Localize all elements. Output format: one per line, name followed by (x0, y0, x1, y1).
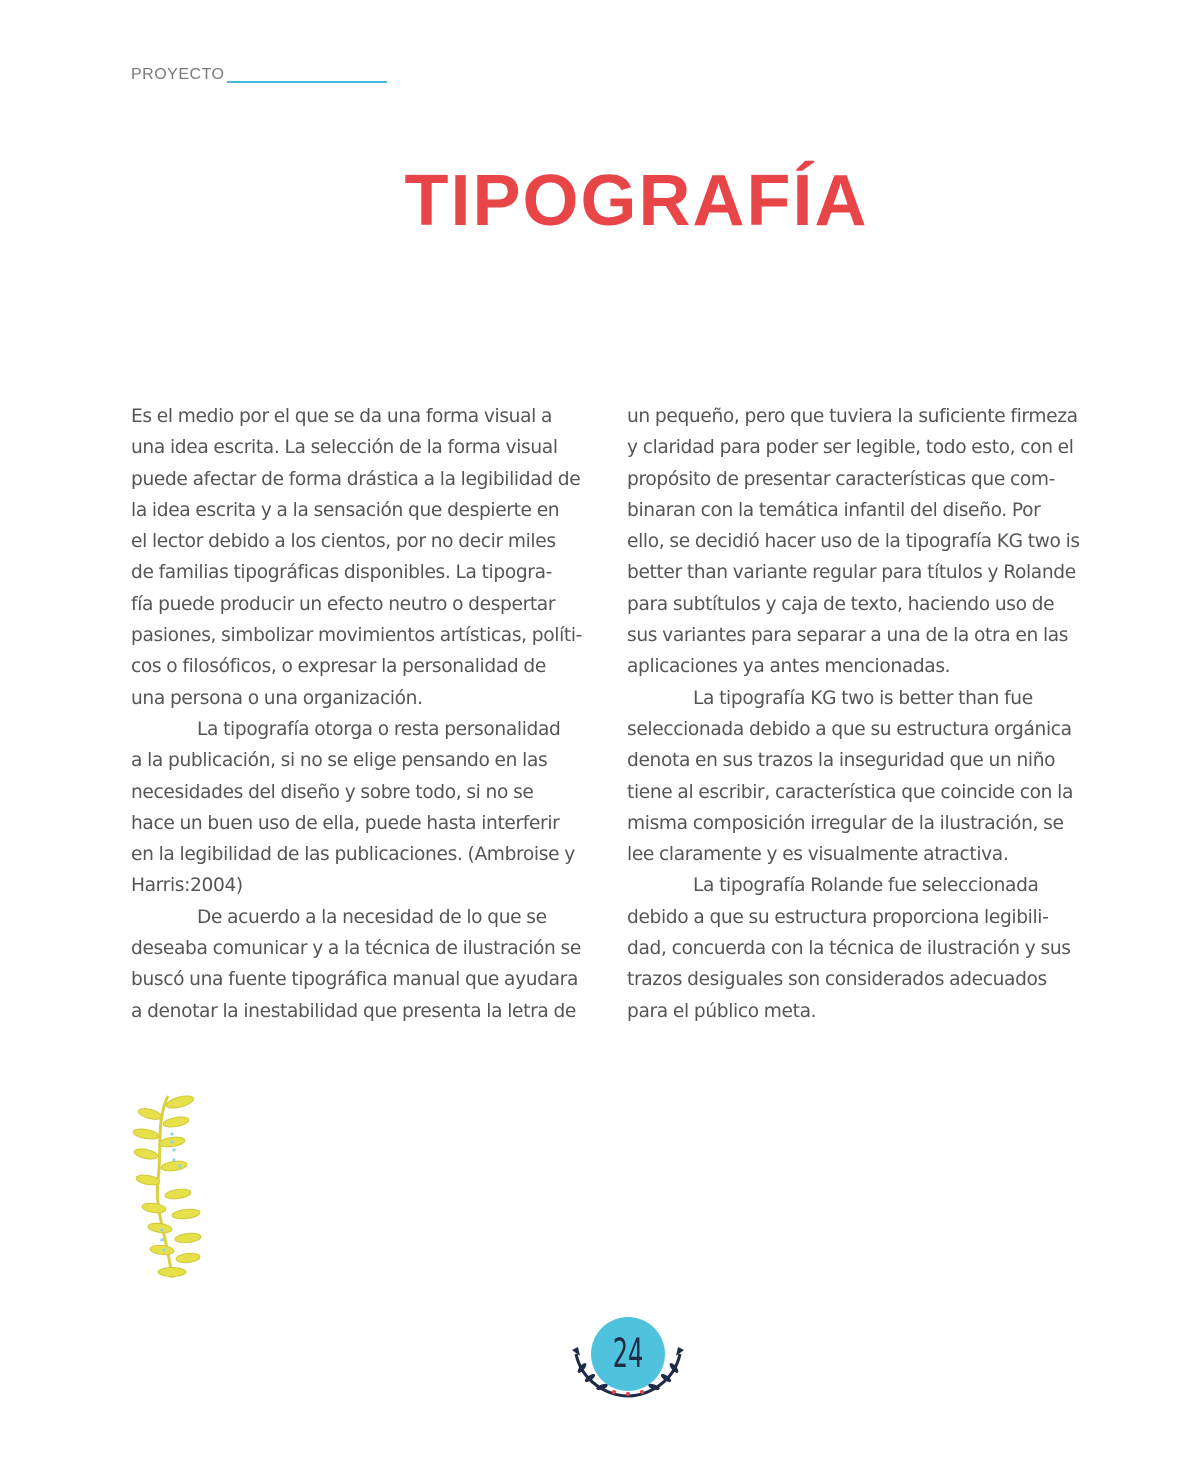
text-line: deseaba comunicar y a la técnica de ilustración se (131, 938, 581, 960)
text-line: buscó una fuente tipográfica manual que ayudara (131, 969, 579, 991)
text-line: propósito de presentar características que com- (627, 468, 1055, 490)
text-line: La tipografía Rolande fue seleccionada (693, 875, 1039, 897)
text-line: misma composición irregular de la ilustración, se (627, 812, 1064, 834)
text-line: el lector debido a los cientos, por no decir miles (131, 531, 556, 553)
text-line: lee claramente y es visualmente atractiva. (627, 844, 1009, 866)
text-line: aplicaciones ya antes mencionadas. (627, 656, 951, 678)
text-line: dad, concuerda con la técnica de ilustración y sus (627, 938, 1071, 960)
paragraph-3 (131, 902, 601, 1027)
text-line: cos o filosóficos, o expresar la personalidad de (131, 656, 546, 678)
text-line: debido a que su estructura proporciona legibili- (627, 906, 1049, 928)
text-line: necesidades del diseño y sobre todo, si no se (131, 781, 534, 803)
plant-decoration-icon (128, 1090, 218, 1280)
page-number: 24 (612, 1331, 644, 1377)
text-line: a denotar la inestabilidad que presenta la letra de (131, 1000, 577, 1022)
paragraph-1 (131, 401, 601, 714)
text-line: fía puede producir un efecto neutro o despertar (131, 593, 556, 615)
page-number-badge (568, 1310, 688, 1410)
text-line: trazos desiguales son considerados adecuados (627, 969, 1047, 991)
text-line: better than variante regular para títulos y Rolande (627, 562, 1076, 584)
header-rule (227, 81, 387, 83)
text-line: a la publicación, si no se elige pensando en las (131, 750, 548, 772)
text-line: para el público meta. (627, 1000, 817, 1022)
text-line: una idea escrita. La selección de la forma visual (131, 437, 558, 459)
text-line: de familias tipográficas disponibles. La tipogra- (131, 562, 552, 584)
text-line: binaran con la temática infantil del diseño. Por (627, 499, 1041, 521)
text-line: denota en sus trazos la inseguridad que un niño (627, 750, 1056, 772)
section-label: PROYECTO (131, 66, 225, 83)
text-line: puede afectar de forma drástica a la legibilidad de (131, 468, 581, 490)
right-column (627, 401, 1097, 1027)
paragraph-4 (627, 401, 1097, 683)
paragraph-2 (131, 714, 601, 902)
page-title: TIPOGRAFÍA (404, 161, 869, 241)
text-line: pasiones, simbolizar movimientos artísticas, políti- (131, 625, 583, 647)
text-line: la idea escrita y a la sensación que despierte en (131, 499, 560, 521)
text-line: seleccionada debido a que su estructura orgánica (627, 718, 1072, 740)
paragraph-6 (627, 870, 1097, 1026)
text-line: De acuerdo a la necesidad de lo que se (197, 906, 547, 928)
left-column (131, 401, 601, 1027)
text-line: para subtítulos y caja de texto, haciendo uso de (627, 593, 1055, 615)
section-header (131, 66, 387, 84)
text-line: sus variantes para separar a una de la otra en las (627, 625, 1069, 647)
text-line: y claridad para poder ser legible, todo esto, con el (627, 437, 1074, 459)
text-line: tiene al escribir, característica que coincide con la (627, 781, 1074, 803)
text-line: ello, se decidió hacer uso de la tipografía KG two is (627, 531, 1080, 553)
text-line: La tipografía otorga o resta personalidad (197, 718, 561, 740)
text-line: una persona o una organización. (131, 687, 423, 709)
text-line: un pequeño, pero que tuviera la suficiente firmeza (627, 406, 1078, 427)
text-line: Harris:2004) (131, 875, 243, 897)
text-line: Es el medio por el que se da una forma visual a (131, 406, 553, 427)
text-line: La tipografía KG two is better than fue (693, 687, 1033, 709)
paragraph-5 (627, 683, 1097, 871)
text-line: en la legibilidad de las publicaciones. (Ambroise y (131, 844, 575, 866)
text-line: hace un buen uso de ella, puede hasta interferir (131, 812, 560, 834)
